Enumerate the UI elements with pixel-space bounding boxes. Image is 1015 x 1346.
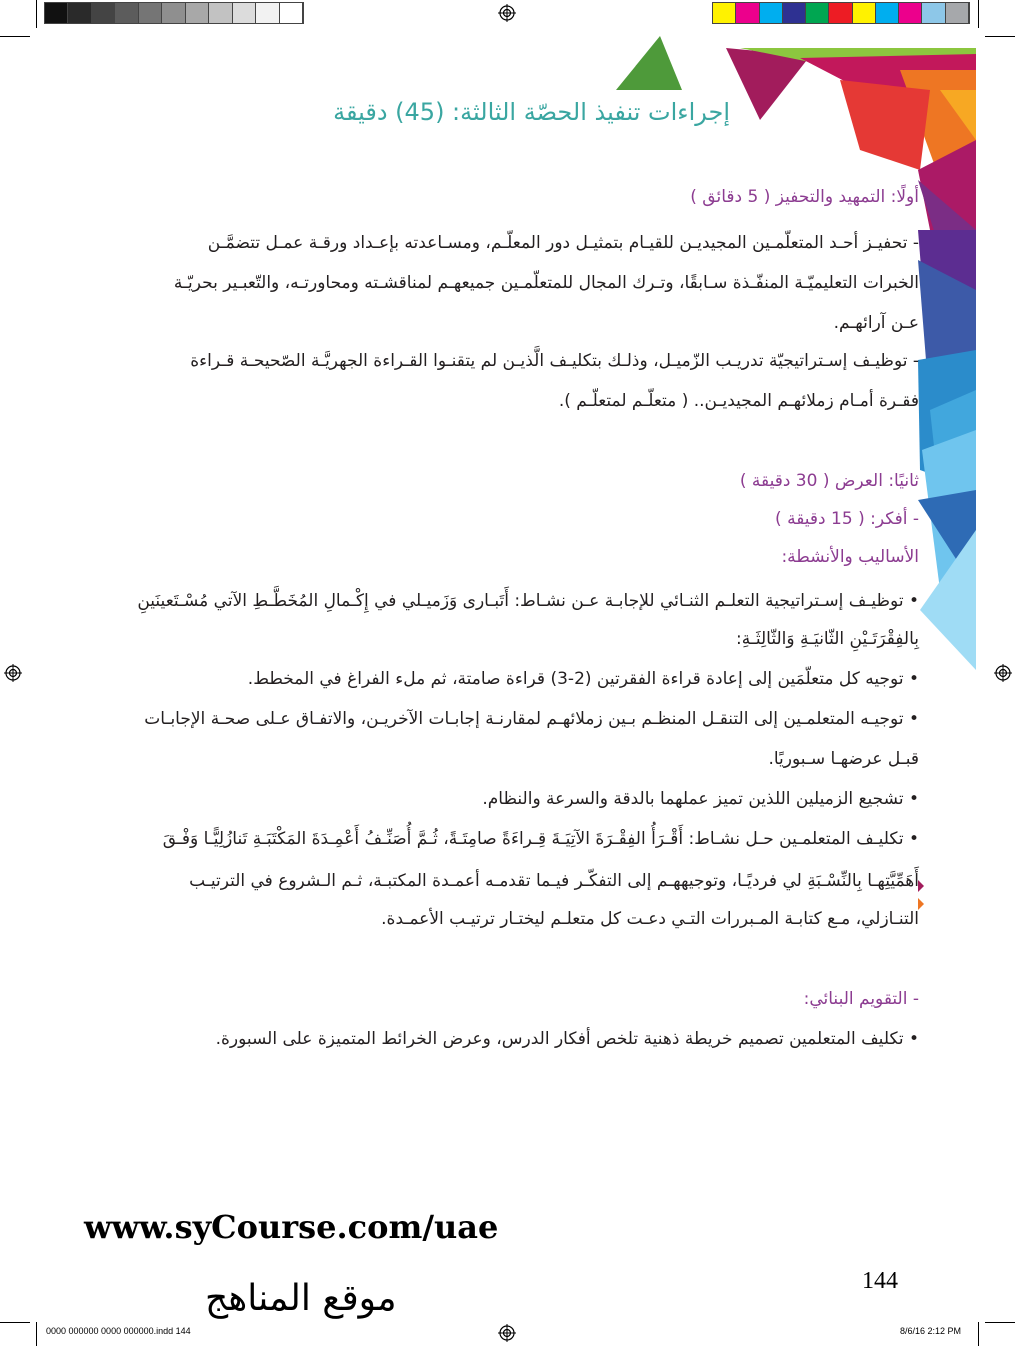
subsection-heading: الأساليب والأنشطة:: [781, 547, 919, 567]
registration-mark-icon: [498, 1324, 516, 1342]
file-slug: 0000 000000 0000 000000.indd 144: [46, 1326, 191, 1336]
color-swatch: [256, 3, 279, 23]
print-timestamp: 8/6/16 2:12 PM: [900, 1326, 962, 1336]
subsection-heading: - أفكر: ( 15 دقيقة ): [775, 509, 919, 529]
paragraph-line: فقـرة أمـام زملائهـم المجيديـن.. ( متعلّـم لمتعلّـم ).: [558, 391, 919, 411]
color-swatch: [68, 3, 91, 23]
section-heading: أولًا: التمهيد والتحفيز ( 5 دقائق ): [690, 187, 919, 207]
crop-mark: [36, 1322, 37, 1346]
color-swatch: [806, 3, 829, 23]
color-swatch: [45, 3, 68, 23]
paragraph-line: - توظيـف إسـتراتيجيّة تدريـب الزّميـل، وذلـك بتكليـف الَّذيـن لم يتقنـوا القـراءة الجهريَّـة الصّحيحـة قـراءة: [190, 351, 919, 371]
registration-mark-icon: [498, 4, 516, 22]
color-swatch: [280, 3, 303, 23]
bullet-line: قبـل عرضهـا سـبوريًا.: [768, 749, 919, 769]
bullet-line: • تكليـف المتعلمـين حـل نشـاط: أَقْـرَأُ الفِقْـرَةَ الآتِيَـةَ قِـراءَةً صامِتَـةً، ثُـمَّ أُصَنِّـفُ أَعْمِـدَةَ المَكْتَبَـةِ تَنازُلِيًّـا وَفْـقَ: [162, 829, 919, 849]
section-heading: - التقويم البنائي:: [803, 989, 919, 1009]
color-swatch: [92, 3, 115, 23]
bullet-line: • توجيـه المتعلمـين إلى التنقـل المنظـم بـين زملائهـم لمقارنـة إجابـات الآخريـن، والاتفـاق عـلى صحـة الإجابـات: [144, 709, 919, 729]
paragraph-line: الخبرات التعليميّـة المنفّـذة سـابقًا، وتـرك المجال للمتعلّمـين جميعهـم لمناقشـته ومحاورتـه، والتّعبـير بحريّـة: [173, 273, 919, 293]
color-swatch: [876, 3, 899, 23]
color-swatch: [713, 3, 736, 23]
color-swatch: [233, 3, 256, 23]
page-number: 144: [862, 1268, 898, 1294]
color-swatch: [760, 3, 783, 23]
crop-mark: [978, 1322, 979, 1346]
bullet-line: • تكليف المتعلمين تصميم خريطة ذهنية تلخص أفكار الدرس، وعرض الخرائط المتميزة على السبورة.: [215, 1029, 919, 1049]
registration-mark-icon: [994, 664, 1012, 682]
color-swatch: [783, 3, 806, 23]
registration-mark-icon: [4, 664, 22, 682]
website-link[interactable]: www.syCourse.com/uae: [84, 1208, 499, 1246]
crop-mark: [0, 36, 30, 37]
bullet-line: أَهَمِّيَّتِهـا بِالنِّسْـبَةِ لي فرديًـا، وتوجيههـم إلى التفكّـر فيـما تقدمـه أعمـدة المكتبـة، ثـم الـشروع في الترتيـب: [189, 871, 919, 891]
color-swatch: [922, 3, 945, 23]
color-swatch: [139, 3, 162, 23]
bullet-line: التنـازلي، مـع كتابـة المـبررات التـي دعـت كل متعلـم ليختـار ترتيـب الأعمـدة.: [381, 909, 919, 929]
crop-mark: [978, 0, 979, 28]
crop-mark: [0, 1322, 30, 1323]
page-title: إجراءات تنفيذ الحصّة الثالثة: (45) دقيقة: [333, 98, 730, 126]
paragraph-line: عـن آرائهـم.: [833, 313, 919, 333]
color-swatch: [209, 3, 232, 23]
color-swatch: [736, 3, 759, 23]
site-name: موقع المناهج: [205, 1278, 397, 1319]
color-swatch: [899, 3, 922, 23]
bullet-line: بِالفِقْرَتَـيْنِ الثّانيَـةِ وَالثّالِثَـةِ:: [736, 629, 919, 649]
crop-mark: [36, 0, 37, 28]
paragraph-line: - تحفيـز أحـد المتعلّمـين المجيديـن للقيـام بتمثيـل دور المعلّـم، ومسـاعدته بإعـداد ورقـة عمـل تتضمَّـن: [207, 233, 919, 253]
color-swatch: [946, 3, 969, 23]
bullet-line: • تشجيع الزميلين اللذين تميز عملهما بالدقة والسرعة والنظام.: [482, 789, 919, 809]
grayscale-color-bar: [44, 2, 304, 24]
color-swatch: [186, 3, 209, 23]
color-swatch: [162, 3, 185, 23]
color-swatch: [115, 3, 138, 23]
bullet-line: • توجيه كل متعلّمَين إلى إعادة قراءة الفقرتين (2-3) قراءة صامتة، ثم ملء الفراغ في المخطط.: [247, 669, 919, 689]
process-color-bar: [712, 2, 970, 24]
bullet-line: • توظيـف إسـتراتيجية التعلـم الثنـائي للإجابـة عـن نشـاط: أَتَبـارى وَزَميـلي في إِكْـمالِ المُخَطَّـطِ الآتي مُسْـتَعينَينِ: [137, 591, 919, 611]
color-swatch: [829, 3, 852, 23]
color-swatch: [853, 3, 876, 23]
crop-mark: [985, 1322, 1015, 1323]
crop-mark: [985, 36, 1015, 37]
section-heading: ثانيًا: العرض ( 30 دقيقة ): [739, 471, 919, 491]
